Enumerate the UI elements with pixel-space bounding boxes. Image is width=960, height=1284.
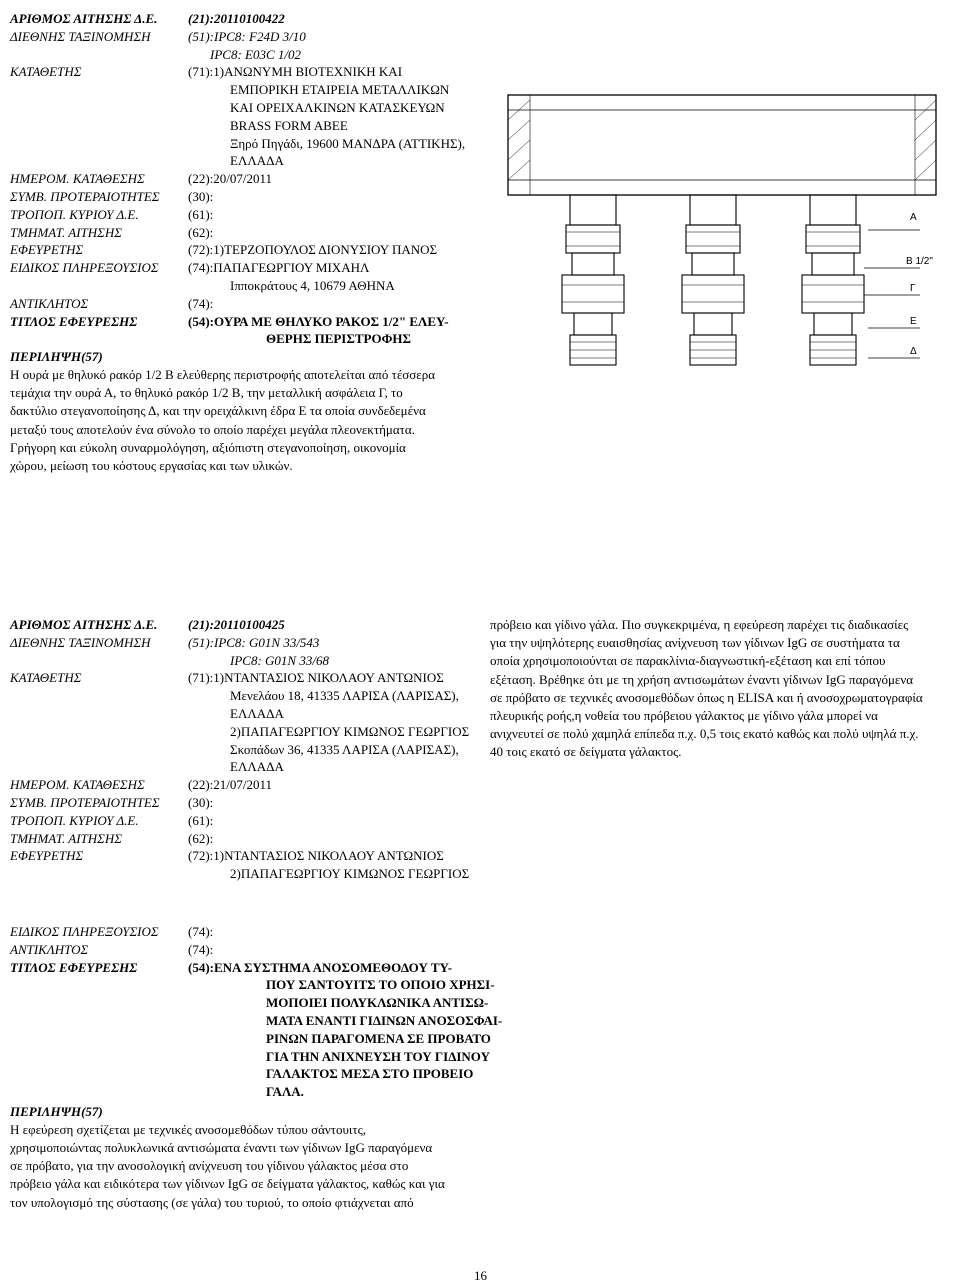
title-line: (54):ΕΝΑ ΣΥΣΤΗΜΑ ΑΝΟΣΟΜΕΘΟΔΟΥ ΤΥ- bbox=[188, 959, 453, 975]
applicant-line: ΕΜΠΟΡΙΚΗ ΕΤΑΙΡΕΙΑ ΜΕΤΑΛΛΙΚΩΝ bbox=[230, 82, 450, 98]
classification-value: (51):IPC8: G01N 33/543 bbox=[188, 634, 320, 650]
applicant-label: ΚΑΤΑΘΕΤΗΣ bbox=[10, 670, 82, 686]
attorney-value: (74):ΠΑΠΑΓΕΩΡΓΙΟΥ ΜΙΧΑΗΛ bbox=[188, 260, 370, 276]
figure-label-b: Β 1/2" bbox=[906, 256, 933, 267]
entry-1 bbox=[10, 10, 480, 475]
representative-value: (74): bbox=[188, 295, 214, 311]
entry-2-abstract-continued bbox=[490, 616, 950, 762]
abstract-line: πλευρικής ροής,η νοθεία του πρόβειου γάλακτος με γίδινο γάλα μπορεί να bbox=[490, 708, 878, 724]
inventor-value: (72):1)ΤΕΡΖΟΠΟΥΛΟΣ ΔΙΟΝΥΣΙΟΥ ΠΑΝΟΣ bbox=[188, 242, 438, 258]
attorney-value: (74): bbox=[188, 923, 214, 939]
applicant-line: (71):1)ΑΝΩΝΥΜΗ ΒΙΟΤΕΧΝΙΚΗ ΚΑΙ bbox=[188, 64, 403, 80]
abstract-line: χώρου, μείωση του κόστους εργασίας και των υλικών. bbox=[10, 457, 293, 473]
inventor-line: (72):1)ΝΤΑΝΤΑΣΙΟΣ ΝΙΚΟΛΑΟΥ ΑΝΤΩΝΙΟΣ bbox=[188, 848, 444, 864]
applicant-line: ΚΑΙ ΟΡΕΙΧΑΛΚΙΝΩΝ ΚΑΤΑΣΚΕΥΩΝ bbox=[230, 99, 445, 115]
abstract-line: χρησιμοποιώντας πολυκλωνικά αντισώματα έναντι των γίδινων IgG παραγόμενα bbox=[10, 1139, 433, 1155]
figure-label-g: Γ bbox=[910, 283, 916, 294]
applicant-line: 2)ΠΑΠΑΓΕΩΡΓΙΟΥ ΚΙΜΩΝΟΣ ΓΕΩΡΓΙΟΣ bbox=[230, 723, 470, 739]
abstract-line: 40 τοις εκατό σε δείγματα γάλακτος. bbox=[490, 744, 682, 760]
title-line: ΡΙΝΩΝ ΠΑΡΑΓΟΜΕΝΑ ΣΕ ΠΡΟΒΑΤΟ bbox=[266, 1030, 491, 1046]
inventor-label: ΕΦΕΥΡΕΤΗΣ bbox=[10, 242, 84, 258]
abstract-label: ΠΕΡΙΛΗΨΗ(57) bbox=[10, 1103, 103, 1119]
filing-date-label: ΗΜΕΡΟΜ. ΚΑΤΑΘΕΣΗΣ bbox=[10, 777, 145, 793]
abstract-line: Γρήγορη και εύκολη συναρμολόγηση, αξιόπιστη στεγανοποίηση, οικονομία bbox=[10, 439, 406, 455]
attorney-label: ΕΙΔΙΚΟΣ ΠΛΗΡΕΞΟΥΣΙΟΣ bbox=[10, 260, 159, 276]
application-number-value: (21):20110100425 bbox=[188, 617, 285, 632]
title-line: ΜΑΤΑ ΕΝΑΝΤΙ ΓΙΔΙΝΩΝ ΑΝΟΣΟΣΦΑΙ- bbox=[266, 1012, 503, 1028]
classification-value-2: IPC8: E03C 1/02 bbox=[210, 46, 301, 62]
application-number-label: ΑΡΙΘΜΟΣ ΑΙΤΗΣΗΣ Δ.Ε. bbox=[10, 617, 158, 632]
division-label: ΤΜΗΜΑΤ. ΑΙΤΗΣΗΣ bbox=[10, 830, 122, 846]
amendment-label: ΤΡΟΠΟΠ. ΚΥΡΙΟΥ Δ.Ε. bbox=[10, 206, 139, 222]
abstract-line: Η ουρά με θηλυκό ρακόρ 1/2 Β ελεύθερης περιστροφής αποτελείται από τέσσερα bbox=[10, 366, 436, 382]
title-line: ΓΑΛΑ. bbox=[266, 1084, 304, 1100]
abstract-line: μεταξύ τους αποτελούν ένα σύνολο το οποίο παρέχει μεγάλα πλεονεκτήματα. bbox=[10, 421, 415, 437]
title-line: ΘΕΡΗΣ ΠΕΡΙΣΤΡΟΦΗΣ bbox=[266, 331, 411, 347]
abstract-line: ανιχνευτεί σε πολύ χαμηλά επίπεδα π.χ. 0,5 τοις εκατό καθώς και πολύ υψηλά π.χ. bbox=[490, 726, 919, 742]
representative-label: ΑΝΤΙΚΛΗΤΟΣ bbox=[10, 295, 89, 311]
abstract-line: πρόβειο γάλα και ειδικότερα των γίδινων IgG σε δείγματα γάλακτος, καθώς και για bbox=[10, 1176, 445, 1192]
division-label: ΤΜΗΜΑΤ. ΑΙΤΗΣΗΣ bbox=[10, 224, 122, 240]
application-number-value: (21):20110100422 bbox=[188, 11, 285, 26]
abstract-line: τεμάχια την ουρά Α, το θηλυκό ρακόρ 1/2 Β, την μεταλλική ασφάλεια Γ, το bbox=[10, 385, 403, 401]
abstract-line: πρόβειο και γίδινο γάλα. Πιο συγκεκριμένα, η εφεύρεση παρέχει τις διαδικασίες bbox=[490, 617, 909, 632]
division-value: (62): bbox=[188, 224, 214, 240]
applicant-label: ΚΑΤΑΘΕΤΗΣ bbox=[10, 64, 82, 80]
title-label: ΤΙΤΛΟΣ ΕΦΕΥΡΕΣΗΣ bbox=[10, 313, 138, 329]
abstract-line: Η εφεύρεση σχετίζεται με τεχνικές ανοσομεθόδων τύπου σάντουιτς, bbox=[10, 1121, 367, 1137]
attorney-address: Ιπποκράτους 4, 10679 ΑΘΗΝΑ bbox=[230, 277, 395, 293]
applicant-line: ΕΛΛΑΔΑ bbox=[230, 759, 284, 775]
abstract-line: τον υπολογισμό της σύστασης (σε γάλα) του τυριού, το οποίο φτιάχνεται από bbox=[10, 1194, 414, 1210]
representative-value: (74): bbox=[188, 941, 214, 957]
classification-value: (51):IPC8: F24D 3/10 bbox=[188, 28, 306, 44]
filing-date-label: ΗΜΕΡΟΜ. ΚΑΤΑΘΕΣΗΣ bbox=[10, 171, 145, 187]
title-line: ΓΙΑ ΤΗΝ ΑΝΙΧΝΕΥΣΗ ΤΟΥ ΓΙΔΙΝΟΥ bbox=[266, 1048, 490, 1064]
amendment-value: (61): bbox=[188, 812, 214, 828]
classification-label: ΔΙΕΘΝΗΣ ΤΑΞΙΝΟΜΗΣΗ bbox=[10, 634, 151, 650]
abstract-line: για την υψηλότερης ευαισθησίας ανίχνευση των γίδινων IgG σε συστήματα τα bbox=[490, 635, 900, 651]
figure-label-d: Δ bbox=[910, 346, 917, 357]
abstract-line: οποία χρησιμοποιούνται σε παρακλίνια-διαγνωστική-εξέταση και επί τόπου bbox=[490, 653, 886, 669]
application-number-label: ΑΡΙΘΜΟΣ ΑΙΤΗΣΗΣ Δ.Ε. bbox=[10, 11, 158, 26]
division-value: (62): bbox=[188, 830, 214, 846]
entry-2 bbox=[10, 616, 503, 1212]
priority-value: (30): bbox=[188, 794, 214, 810]
inventor-label: ΕΦΕΥΡΕΤΗΣ bbox=[10, 848, 84, 864]
abstract-label: ΠΕΡΙΛΗΨΗ(57) bbox=[10, 349, 103, 365]
priority-label: ΣΥΜΒ. ΠΡΟΤΕΡΑΙΟΤΗΤΕΣ bbox=[10, 188, 160, 204]
applicant-line: ΕΛΛΑΔΑ bbox=[230, 153, 284, 169]
abstract-text bbox=[10, 366, 480, 475]
applicant-line: ΕΛΛΑΔΑ bbox=[230, 705, 284, 721]
title-line: ΠΟΥ ΣΑΝΤΟΥΙΤΣ ΤΟ ΟΠΟΙΟ ΧΡΗΣΙ- bbox=[266, 977, 495, 993]
applicant-line: BRASS FORM ABEE bbox=[230, 117, 348, 133]
applicant-line: Μενελάου 18, 41335 ΛΑΡΙΣΑ (ΛΑΡΙΣΑΣ), bbox=[230, 688, 459, 704]
title-line: (54):ΟΥΡΑ ΜΕ ΘΗΛΥΚΟ ΡΑΚΟΣ 1/2" ΕΛΕΥ- bbox=[188, 313, 449, 329]
priority-value: (30): bbox=[188, 188, 214, 204]
abstract-line: σε πρόβατο, για την ανοσολογική ανίχνευση του γίδινου γάλακτος μέσα στο bbox=[10, 1158, 409, 1174]
title-label: ΤΙΤΛΟΣ ΕΦΕΥΡΕΣΗΣ bbox=[10, 959, 138, 975]
classification-value-2: IPC8: G01N 33/68 bbox=[230, 652, 329, 668]
title-line: ΓΑΛΑΚΤΟΣ ΜΕΣΑ ΣΤΟ ΠΡΟΒΕΙΟ bbox=[266, 1066, 474, 1082]
filing-date-value: (22):21/07/2011 bbox=[188, 777, 273, 793]
inventor-line: 2)ΠΑΠΑΓΕΩΡΓΙΟΥ ΚΙΜΩΝΟΣ ΓΕΩΡΓΙΟΣ bbox=[230, 866, 470, 882]
priority-label: ΣΥΜΒ. ΠΡΟΤΕΡΑΙΟΤΗΤΕΣ bbox=[10, 794, 160, 810]
page-number: 16 bbox=[474, 1268, 487, 1283]
figure-label-a: Α bbox=[910, 212, 917, 223]
abstract-line: δακτύλιο στεγανοποίησης Δ, και την ορειχάλκινη έδρα Ε τα οποία συνδεδεμένα bbox=[10, 403, 426, 419]
abstract-line: εξέταση. Βρέθηκε ότι με τη χρήση αντισωμάτων έναντι γίδινων IgG παραγόμενα bbox=[490, 671, 914, 687]
applicant-line: Σκοπάδων 36, 41335 ΛΑΡΙΣΑ (ΛΑΡΙΣΑΣ), bbox=[230, 741, 459, 757]
abstract-line: σε πρόβατο σε τεχνικές ανοσομεθόδων όπως η ELISA και ή ανοσοχρωματογραφία bbox=[490, 689, 923, 705]
representative-label: ΑΝΤΙΚΛΗΤΟΣ bbox=[10, 941, 89, 957]
technical-drawing-manifold bbox=[500, 80, 945, 410]
applicant-line: (71):1)ΝΤΑΝΤΑΣΙΟΣ ΝΙΚΟΛΑΟΥ ΑΝΤΩΝΙΟΣ bbox=[188, 670, 444, 686]
amendment-label: ΤΡΟΠΟΠ. ΚΥΡΙΟΥ Δ.Ε. bbox=[10, 812, 139, 828]
applicant-line: Ξηρό Πηγάδι, 19600 ΜΑΝΔΡΑ (ΑΤΤΙΚΗΣ), bbox=[230, 135, 466, 151]
amendment-value: (61): bbox=[188, 206, 214, 222]
classification-label: ΔΙΕΘΝΗΣ ΤΑΞΙΝΟΜΗΣΗ bbox=[10, 28, 151, 44]
abstract-text bbox=[10, 1121, 470, 1212]
attorney-label: ΕΙΔΙΚΟΣ ΠΛΗΡΕΞΟΥΣΙΟΣ bbox=[10, 923, 159, 939]
filing-date-value: (22):20/07/2011 bbox=[188, 171, 273, 187]
figure-label-e: Ε bbox=[910, 316, 917, 327]
title-line: ΜΟΠΟΙΕΙ ΠΟΛΥΚΛΩΝΙΚΑ ΑΝΤΙΣΩ- bbox=[266, 995, 489, 1011]
